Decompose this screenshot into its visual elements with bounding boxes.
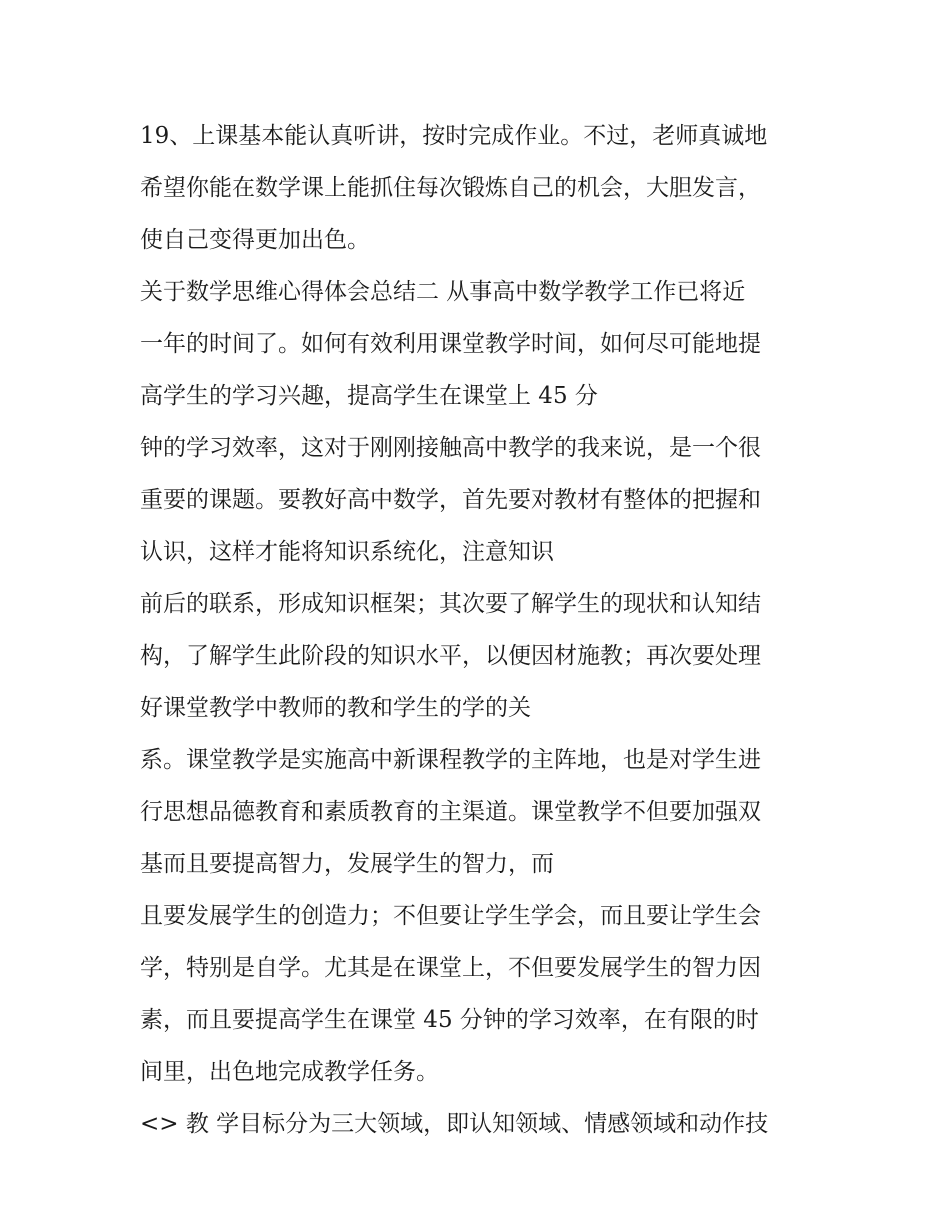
text-line: 且要发展学生的创造力；不但要让学生学会，而且要让学生会 [140, 903, 761, 929]
text-line: 一年的时间了。如何有效利用课堂教学时间，如何尽可能地提 [140, 331, 761, 357]
body-text [140, 110, 830, 1150]
text-line: 素，而且要提高学生在课堂 45 分钟的学习效率，在有限的时 [140, 1007, 759, 1033]
text-line: 高学生的学习兴趣，提高学生在课堂上 45 分 [140, 383, 598, 409]
text-line: 19、上课基本能认真听讲，按时完成作业。不过，老师真诚地 [140, 123, 768, 149]
text-line: 前后的联系，形成知识框架；其次要了解学生的现状和认知结 [140, 591, 761, 617]
text-line: 希望你能在数学课上能抓住每次锻炼自己的机会，大胆发言， [140, 175, 761, 201]
text-line: 钟的学习效率，这对于刚刚接触高中教学的我来说，是一个很 [140, 435, 761, 461]
text-line: <> 教 学目标分为三大领域，即认知领域、情感领域和动作技 [140, 1111, 769, 1137]
text-line: 好课堂教学中教师的教和学生的学的关 [140, 695, 531, 721]
text-line: 构，了解学生此阶段的知识水平，以便因材施教；再次要处理 [140, 643, 761, 669]
text-line: 基而且要提高智力，发展学生的智力，而 [140, 851, 554, 877]
text-line: 重要的课题。要教好高中数学，首先要对教材有整体的把握和 [140, 487, 761, 513]
text-line: 系。课堂教学是实施高中新课程教学的主阵地，也是对学生进 [140, 747, 761, 773]
text-line: 学，特别是自学。尤其是在课堂上，不但要发展学生的智力因 [140, 955, 761, 981]
text-line: 使自己变得更加出色。 [140, 227, 370, 253]
text-line: 认识，这样才能将知识系统化，注意知识 [140, 539, 554, 565]
text-line: 间里，出色地完成教学任务。 [140, 1059, 439, 1085]
text-line: 关于数学思维心得体会总结二 从事高中数学教学工作已将近 [140, 279, 746, 305]
text-line: 行思想品德教育和素质教育的主渠道。课堂教学不但要加强双 [140, 799, 761, 825]
